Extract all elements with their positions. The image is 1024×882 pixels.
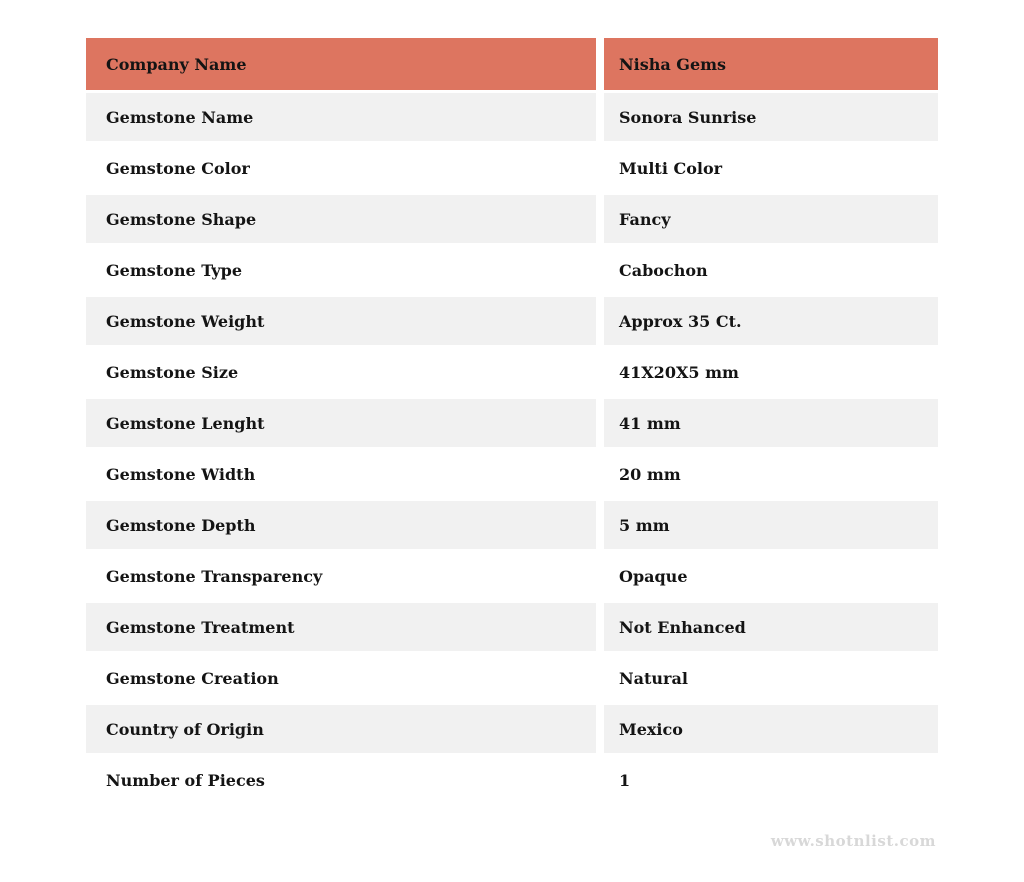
row-label-cell	[86, 399, 596, 447]
row-value-cell	[604, 93, 938, 141]
header-value-cell	[604, 38, 938, 90]
watermark: www.shotnlist.com	[770, 832, 936, 850]
row-label: Gemstone Width	[106, 464, 256, 484]
row-label: Gemstone Depth	[106, 515, 256, 535]
row-label-cell	[86, 501, 596, 549]
table-row	[86, 756, 938, 804]
row-value: Sonora Sunrise	[619, 107, 757, 127]
row-value: Natural	[619, 668, 688, 688]
gemstone-spec-table	[86, 38, 938, 807]
row-label-cell	[86, 144, 596, 192]
spec-table-body	[86, 93, 938, 804]
row-value-cell	[604, 756, 938, 804]
row-value-cell	[604, 705, 938, 753]
row-value: Cabochon	[619, 260, 708, 280]
row-value-cell	[604, 450, 938, 498]
row-label: Gemstone Treatment	[106, 617, 295, 637]
table-row	[86, 93, 938, 141]
row-label-cell	[86, 603, 596, 651]
row-value: 41X20X5 mm	[619, 362, 739, 382]
row-value-cell	[604, 246, 938, 294]
row-label-cell	[86, 195, 596, 243]
row-value-cell	[604, 654, 938, 702]
row-label-cell	[86, 93, 596, 141]
row-value: Mexico	[619, 719, 683, 739]
row-label-cell	[86, 756, 596, 804]
row-label: Gemstone Name	[106, 107, 254, 127]
row-value: Fancy	[619, 209, 671, 229]
row-value-cell	[604, 501, 938, 549]
row-label: Gemstone Type	[106, 260, 243, 280]
table-row	[86, 348, 938, 396]
row-value-cell	[604, 195, 938, 243]
table-header-row	[86, 38, 938, 90]
row-label: Gemstone Size	[106, 362, 239, 382]
row-value: 20 mm	[619, 464, 681, 484]
row-label-cell	[86, 348, 596, 396]
row-label-cell	[86, 654, 596, 702]
row-label-cell	[86, 297, 596, 345]
table-row	[86, 501, 938, 549]
table-row	[86, 552, 938, 600]
table-row	[86, 450, 938, 498]
row-label-cell	[86, 705, 596, 753]
table-row	[86, 654, 938, 702]
table-row	[86, 297, 938, 345]
row-label: Gemstone Color	[106, 158, 250, 178]
row-value: Not Enhanced	[619, 617, 746, 637]
table-row	[86, 399, 938, 447]
row-value: 1	[619, 770, 631, 790]
row-label: Number of Pieces	[106, 770, 265, 790]
row-value-cell	[604, 552, 938, 600]
table-row	[86, 144, 938, 192]
header-value: Nisha Gems	[619, 54, 727, 74]
row-label: Gemstone Weight	[106, 311, 265, 331]
row-label: Gemstone Creation	[106, 668, 279, 688]
row-value-cell	[604, 144, 938, 192]
table-row	[86, 195, 938, 243]
row-value: Opaque	[619, 566, 688, 586]
table-row	[86, 705, 938, 753]
header-label-cell	[86, 38, 596, 90]
row-label: Gemstone Transparency	[106, 566, 323, 586]
row-label-cell	[86, 552, 596, 600]
row-value-cell	[604, 399, 938, 447]
row-value: 5 mm	[619, 515, 670, 535]
row-label: Gemstone Shape	[106, 209, 257, 229]
row-value: 41 mm	[619, 413, 681, 433]
row-label-cell	[86, 246, 596, 294]
table-row	[86, 603, 938, 651]
row-value-cell	[604, 603, 938, 651]
row-value-cell	[604, 297, 938, 345]
row-value-cell	[604, 348, 938, 396]
header-label: Company Name	[106, 54, 247, 74]
row-label-cell	[86, 450, 596, 498]
row-label: Gemstone Lenght	[106, 413, 265, 433]
row-label: Country of Origin	[106, 719, 264, 739]
table-row	[86, 246, 938, 294]
row-value: Multi Color	[619, 158, 723, 178]
row-value: Approx 35 Ct.	[619, 311, 742, 331]
